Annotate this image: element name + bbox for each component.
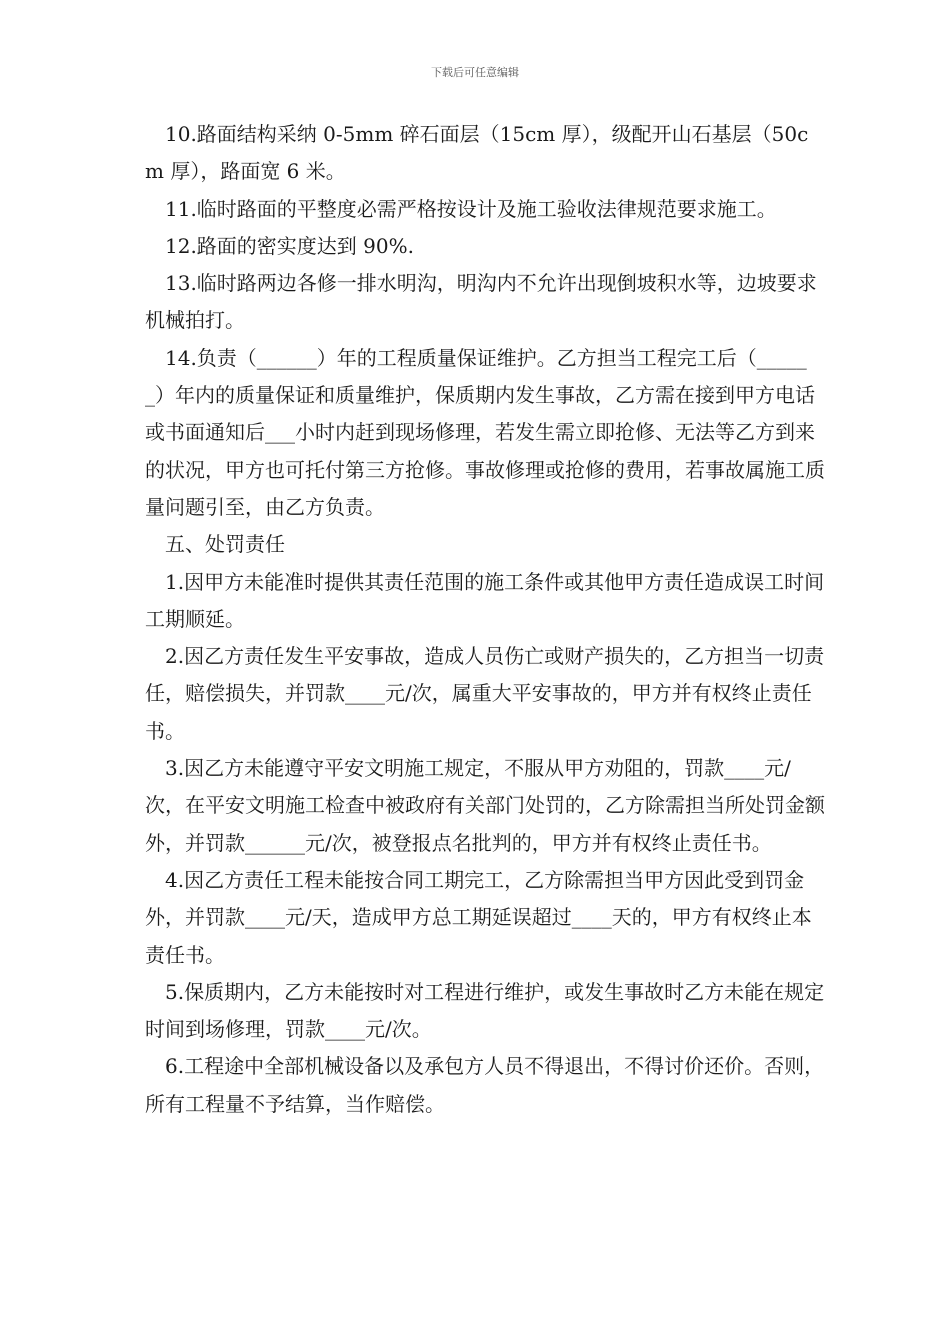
section-heading-penalty: 五、处罚责任 [165, 532, 285, 557]
paragraph-11: 11.临时路面的平整度必需严格按设计及施工验收法律规范要求施工。 [165, 196, 777, 221]
paragraph-10: 10.路面结构采纳 0-5mm 碎石面层（15cm 厚），级配开山石基层（50cm 厚），路面宽 6 米。 [145, 122, 809, 184]
paragraph-12: 12.路面的密实度达到 90%. [165, 233, 414, 258]
paragraph-14: 14.负责（______）年的工程质量保证维护。乙方担当工程完工后（______）年内的质量保证和质量维护，保质期内发生事故，乙方需在接到甲方电话或书面通知后___小时内赶到现场修理，若发生需立即抢修、无法等乙方到来的状况，甲方也可托付第三方抢修。事故修理或抢修的费用，若事故属施工质量问题引至，由乙方负责。 [145, 345, 825, 519]
penalty-item-5: 5.保质期内，乙方未能按时对工程进行维护，或发生事故时乙方未能在规定时间到场修理，罚款____元/次。 [145, 979, 825, 1042]
document-body [145, 116, 825, 1123]
penalty-item-3: 3.因乙方未能遵守平安文明施工规定，不服从甲方劝阻的，罚款____元/次，在平安文明施工检查中被政府有关部门处罚的，乙方除需担当所处罚金额外，并罚款______元/次，被登报点名批判的，甲方并有权终止责任书。 [145, 756, 825, 855]
penalty-item-1: 1.因甲方未能准时提供其责任范围的施工条件或其他甲方责任造成误工时间工期顺延。 [145, 569, 825, 631]
penalty-item-2: 2.因乙方责任发生平安事故，造成人员伤亡或财产损失的，乙方担当一切责任，赔偿损失，并罚款____元/次，属重大平安事故的，甲方并有权终止责任书。 [145, 644, 825, 743]
page-header: 下载后可任意编辑 [431, 66, 519, 79]
penalty-item-4: 4.因乙方责任工程未能按合同工期完工，乙方除需担当甲方因此受到罚金外，并罚款____元/天，造成甲方总工期延误超过____天的，甲方有权终止本责任书。 [145, 867, 812, 967]
paragraph-13: 13.临时路两边各修一排水明沟，明沟内不允许出现倒坡积水等，边坡要求机械拍打。 [145, 271, 817, 333]
penalty-item-6: 6.工程途中全部机械设备以及承包方人员不得退出，不得讨价还价。否则，所有工程量不予结算，当作赔偿。 [145, 1054, 825, 1116]
